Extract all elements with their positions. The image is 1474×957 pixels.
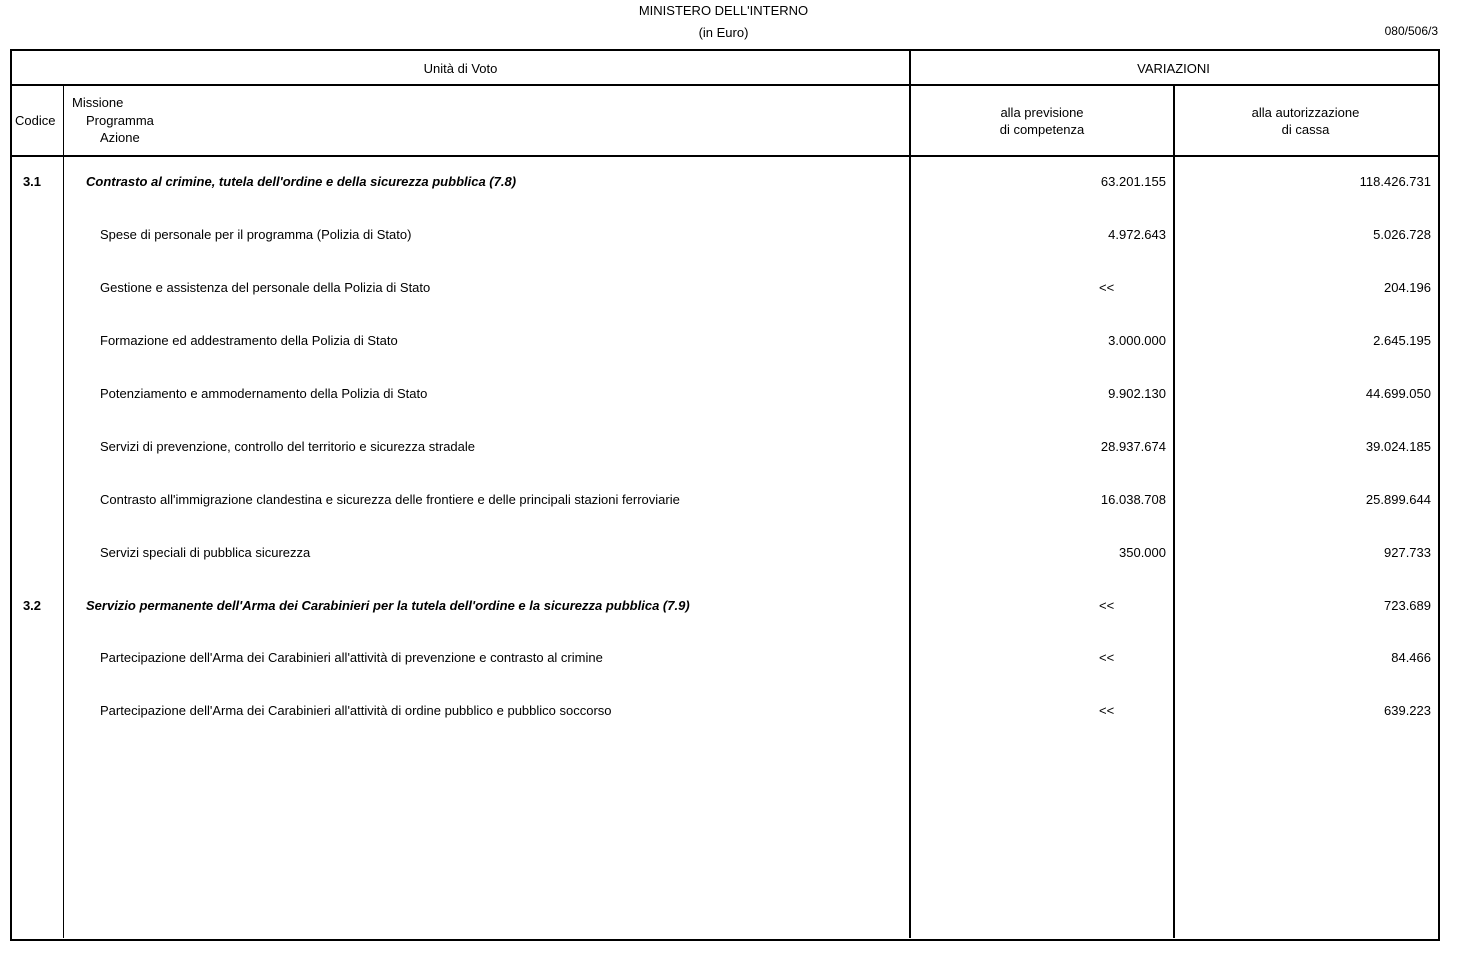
missione-header: Missione — [72, 95, 124, 110]
row-competenza: 4.972.643 — [1108, 227, 1166, 242]
row-competenza: 63.201.155 — [1100, 174, 1166, 189]
row-description: Partecipazione dell'Arma dei Carabinieri all'attività di ordine pubblico e pubblico soccorso — [100, 703, 612, 718]
row-description: Contrasto all'immigrazione clandestina e sicurezza delle frontiere e delle principali stazioni ferroviarie — [100, 492, 680, 507]
cassa-header-line2: di cassa — [1281, 122, 1330, 137]
row-competenza: 28.937.674 — [1100, 439, 1166, 454]
row-competenza: 3.000.000 — [1108, 333, 1166, 348]
codice-header: Codice — [15, 113, 56, 128]
variazioni-column-rule — [909, 49, 911, 938]
azione-header: Azione — [100, 130, 140, 145]
row-code: 3.2 — [22, 598, 42, 613]
row-cassa: 723.689 — [1384, 598, 1431, 613]
row-competenza: << — [1099, 703, 1115, 718]
row-cassa: 39.024.185 — [1365, 439, 1431, 454]
row-cassa: 25.899.644 — [1365, 492, 1431, 507]
row-description: Servizi speciali di pubblica sicurezza — [100, 545, 311, 560]
row-cassa: 84.466 — [1391, 650, 1431, 665]
row-cassa: 118.426.731 — [1359, 174, 1431, 189]
row-competenza: 16.038.708 — [1100, 492, 1166, 507]
row-cassa: 204.196 — [1384, 280, 1431, 295]
row-description: Partecipazione dell'Arma dei Carabinieri all'attività di prevenzione e contrasto al crimine — [100, 650, 603, 665]
codice-column-rule — [63, 84, 64, 938]
row-cassa: 927.733 — [1384, 545, 1431, 560]
row-cassa: 639.223 — [1384, 703, 1431, 718]
row-description: Servizi di prevenzione, controllo del territorio e sicurezza stradale — [100, 439, 476, 454]
programma-header: Programma — [86, 113, 154, 128]
unita-di-voto-header: Unità di Voto — [423, 61, 498, 76]
cassa-column-rule — [1173, 84, 1175, 938]
row-description: Formazione ed addestramento della Polizia di Stato — [100, 333, 398, 348]
row-description: Spese di personale per il programma (Polizia di Stato) — [100, 227, 412, 242]
row-cassa: 5.026.728 — [1373, 227, 1431, 242]
header-divider — [10, 84, 1438, 86]
row-competenza: 9.902.130 — [1108, 386, 1166, 401]
row-competenza: 350.000 — [1119, 545, 1166, 560]
ministry-title: MINISTERO DELL'INTERNO — [638, 3, 809, 18]
document-reference: 080/506/3 — [1384, 24, 1438, 38]
row-cassa: 2.645.195 — [1373, 333, 1431, 348]
competenza-header-line2: di competenza — [999, 122, 1085, 137]
row-competenza: << — [1099, 280, 1115, 295]
row-cassa: 44.699.050 — [1365, 386, 1431, 401]
row-competenza: << — [1099, 598, 1115, 613]
row-description: Potenziamento e ammodernamento della Polizia di Stato — [100, 386, 428, 401]
row-competenza: << — [1099, 650, 1115, 665]
variazioni-header: VARIAZIONI — [1137, 61, 1210, 76]
competenza-header-line1: alla previsione — [1000, 105, 1084, 120]
column-header-divider — [10, 155, 1438, 157]
row-description: Servizio permanente dell'Arma dei Carabinieri per la tutela dell'ordine e la sicurezza pubblica (7.9) — [86, 598, 690, 613]
cassa-header-line1: alla autorizzazione — [1251, 105, 1360, 120]
currency-note: (in Euro) — [698, 25, 749, 40]
row-description: Gestione e assistenza del personale della Polizia di Stato — [100, 280, 431, 295]
row-description: Contrasto al crimine, tutela dell'ordine e della sicurezza pubblica (7.8) — [86, 174, 517, 189]
row-code: 3.1 — [22, 174, 42, 189]
